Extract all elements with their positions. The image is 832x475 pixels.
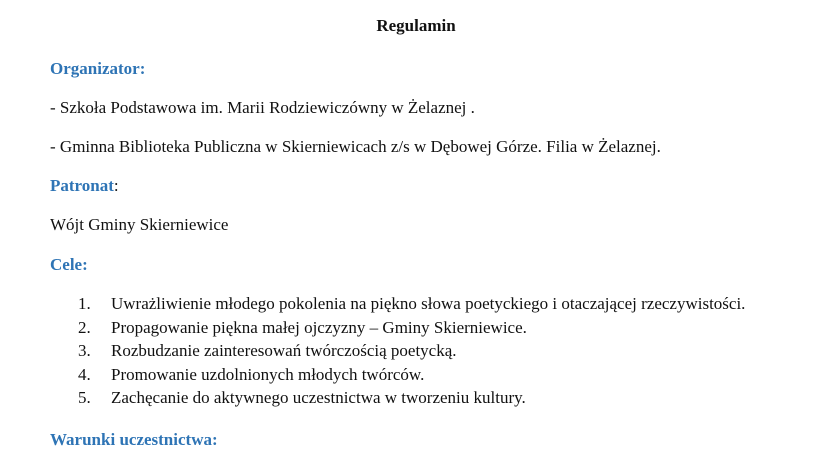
goals-heading: Cele:	[50, 255, 88, 274]
list-item	[78, 292, 745, 316]
organizer-item-school: - Szkoła Podstawowa im. Marii Rodziewiczówny w Żelaznej .	[50, 98, 475, 117]
list-item	[78, 339, 745, 363]
patronage-text: Wójt Gminy Skierniewice	[50, 215, 229, 234]
list-item-number: 4.	[78, 364, 91, 384]
list-item-number: 3.	[78, 341, 91, 360]
list-item-text: Zachęcanie do aktywnego uczestnictwa w tworzeniu kultury.	[111, 388, 526, 407]
document-title: Regulamin	[376, 16, 456, 35]
list-item-number: 1.	[78, 294, 91, 313]
list-item-number: 5.	[78, 388, 91, 407]
list-item	[78, 316, 745, 340]
organizer-heading: Organizator:	[50, 59, 146, 78]
organizer-item-library: - Gminna Biblioteka Publiczna w Skierniewicach z/s w Dębowej Górze. Filia w Żelaznej.	[50, 137, 661, 156]
list-item	[78, 363, 745, 387]
list-item-text: Uwrażliwienie młodego pokolenia na piękno słowa poetyckiego i otaczającej rzeczywistości.	[111, 294, 746, 313]
list-item-text: Promowanie uzdolnionych młodych twórców.	[111, 364, 425, 384]
list-item-number: 2.	[78, 317, 91, 337]
patronage-heading	[50, 176, 119, 196]
goals-list	[78, 292, 745, 410]
patronage-heading-label: Patronat	[50, 176, 114, 195]
list-item	[78, 386, 745, 410]
patronage-heading-colon: :	[113, 176, 119, 195]
list-item-text: Rozbudzanie zainteresowań twórczością poetycką.	[111, 341, 457, 360]
participation-heading: Warunki uczestnictwa:	[50, 430, 218, 449]
list-item-text: Propagowanie piękna małej ojczyzny – Gminy Skierniewice.	[111, 317, 527, 337]
